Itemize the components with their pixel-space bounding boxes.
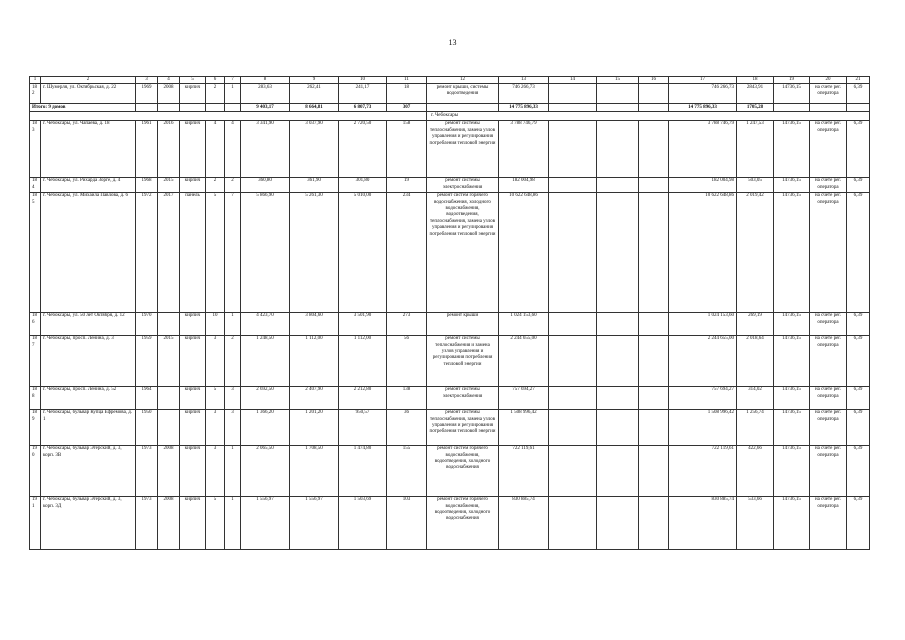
term-cell: 6,39 [847,177,870,192]
fund-local-cell [597,386,639,409]
entrances-cell: 3 [225,386,241,409]
year-built-cell: 1950 [136,409,158,445]
residents-cell: 273 [387,312,427,335]
unit-cost-limit-cell: 14736,15 [774,496,810,549]
column-number: 20 [810,77,847,84]
term-cell: 6,39 [847,312,870,335]
living-area-cell: 3 501,90 [339,312,387,335]
floors-cell: 3 [206,445,225,496]
fund-owners-cell: 2 244 655,00 [669,335,737,386]
fund-local-cell [597,335,639,386]
unit-cost-limit-cell: 14736,15 [774,335,810,386]
year-renovated-cell: 2016 [158,120,180,177]
address-cell: г. Чебоксары, ул. Михаила Павлова, д. 6 [41,192,136,312]
fund-local-cell [597,177,639,192]
cost-total-cell: 1 024 153,60 [499,312,549,335]
total-area-cell: 1 556,97 [241,496,290,549]
fund-regional-cell [549,445,597,496]
living-area-cell: 1 112,00 [339,335,387,386]
year-built-cell: 1970 [136,312,158,335]
column-number: 18 [737,77,774,84]
unit-cost-cell: 2843,91 [737,84,774,104]
unit-cost-limit-cell: 14736,15 [774,445,810,496]
row-number: 191 [30,496,41,549]
table-row [30,445,870,496]
subtotal-fund-owners: 14 775 896,33 [669,104,737,112]
work-type-cell: ремонт систем горячего водоснабжения, водоотведения, холодного водоснабжения [427,496,499,549]
column-number: 6 [206,77,225,84]
wall-material-cell: кирпич [180,120,206,177]
entrances-cell: 4 [225,120,241,177]
city-heading: г. Чебоксары [427,112,870,120]
total-area-cell: 1 366,20 [241,409,290,445]
method-cell: на счете рег. оператора [810,409,847,445]
floors-cell: 2 [206,177,225,192]
fund-owners-cell: 830 885,74 [669,496,737,549]
living-area-cell: 950,57 [339,409,387,445]
fund-other-cell [639,335,669,386]
wall-material-cell: кирпич [180,312,206,335]
method-cell: на счете рег. оператора [810,386,847,409]
work-type-cell: ремонт системы электроснабжения [427,386,499,409]
fund-local-cell [597,192,639,312]
total-area-cell: 283,63 [241,84,290,104]
fund-owners-cell: 722 119,61 [669,445,737,496]
total-area-cell: 3 341,90 [241,120,290,177]
living-area-cell: 301,80 [339,177,387,192]
year-built-cell: 1961 [136,120,158,177]
term-cell: 6,39 [847,409,870,445]
address-cell: г. Чебоксары, ул. Чапаева, д. 18 [41,120,136,177]
unit-cost-cell: 422,66 [737,445,774,496]
residential-area-cell: 1 708,50 [290,445,339,496]
year-renovated-cell: 2008 [158,496,180,549]
work-type-cell: ремонт крыши [427,312,499,335]
entrances-cell: 1 [225,445,241,496]
subtotal-residents: 307 [387,104,427,112]
fund-other-cell [639,84,669,104]
total-area-cell: 5 866,90 [241,192,290,312]
cost-total-cell: 757 694,27 [499,386,549,409]
subtotal-living-area: 6 807,73 [339,104,387,112]
table-row [30,120,870,177]
total-area-cell: 360,80 [241,177,290,192]
column-number: 1 [30,77,41,84]
fund-other-cell [639,120,669,177]
residential-area-cell: 1 201,20 [290,409,339,445]
column-number: 7 [225,77,241,84]
unit-cost-cell: 1 256,74 [737,409,774,445]
fund-local-cell [597,409,639,445]
work-type-cell: ремонт системы теплоснабжения, замена узлов управления и регулирования потребления тепловой энергии [427,120,499,177]
term-cell: 6,39 [847,445,870,496]
method-cell: на счете рег. оператора [810,335,847,386]
residential-area-cell: 5 261,30 [290,192,339,312]
total-area-cell: 1 248,50 [241,335,290,386]
work-type-cell: ремонт систем горячего водоснабжения, холодного водоснабжения, водоотведения, теплоснабжения, замена узлов управления и регулирования потребления тепловой энергии [427,192,499,312]
subtotal-unit-cost: 1705,28 [737,104,774,112]
year-renovated-cell [158,312,180,335]
cost-total-cell: 182 004,98 [499,177,549,192]
year-built-cell: 1973 [136,496,158,549]
column-number-row [30,77,870,84]
column-number: 19 [774,77,810,84]
column-number: 8 [241,77,290,84]
term-cell: 6,39 [847,386,870,409]
year-renovated-cell [158,409,180,445]
term-cell: 6,39 [847,335,870,386]
year-renovated-cell: 2015 [158,335,180,386]
unit-cost-cell: 533,66 [737,496,774,549]
column-number: 21 [847,77,870,84]
row-number: 190 [30,445,41,496]
method-cell: на счете рег. оператора [810,445,847,496]
address-cell: г. Чебоксары, бульвар Купца Ефремова, д. 1 [41,409,136,445]
method-cell: на счете рег. оператора [810,84,847,104]
column-number: 16 [639,77,669,84]
column-number: 2 [41,77,136,84]
residents-cell: 138 [387,386,427,409]
floors-cell: 5 [206,496,225,549]
residential-area-cell: 1 556,97 [290,496,339,549]
unit-cost-limit-cell: 14736,15 [774,409,810,445]
table-row [30,335,870,386]
fund-other-cell [639,409,669,445]
entrances-cell: 2 [225,177,241,192]
table-row [30,84,870,104]
method-cell: на счете рег. оператора [810,177,847,192]
address-cell: г. Шумерля, ул. Октябрьская, д. 22 [41,84,136,104]
work-type-cell: ремонт системы теплоснабжения, замена узлов управления и регулирования потребления тепловой энергии [427,409,499,445]
fund-owners-cell: 757 694,27 [669,386,737,409]
term-cell: 6,39 [847,192,870,312]
year-built-cell: 1969 [136,84,158,104]
column-number: 3 [136,77,158,84]
cost-total-cell: 722 119,61 [499,445,549,496]
row-number: 184 [30,177,41,192]
column-number: 9 [290,77,339,84]
unit-cost-cell: 503,05 [737,177,774,192]
residents-cell: 18 [387,84,427,104]
table-row [30,177,870,192]
subtotal-row [30,104,870,112]
fund-regional-cell [549,120,597,177]
residential-area-cell: 3 804,60 [290,312,339,335]
floors-cell: 10 [206,312,225,335]
fund-owners-cell: 1 024 153,60 [669,312,737,335]
cost-total-cell: 2 244 655,00 [499,335,549,386]
method-cell: на счете рег. оператора [810,120,847,177]
program-table [29,76,870,550]
table-row [30,192,870,312]
entrances-cell: 1 [225,496,241,549]
page-number: 13 [448,38,457,47]
wall-material-cell: кирпич [180,386,206,409]
fund-local-cell [597,496,639,549]
fund-regional-cell [549,386,597,409]
entrances-cell: 3 [225,409,241,445]
residents-cell: 103 [387,496,427,549]
residents-cell: 234 [387,192,427,312]
fund-regional-cell [549,312,597,335]
fund-local-cell [597,445,639,496]
fund-other-cell [639,496,669,549]
living-area-cell: 2 212,80 [339,386,387,409]
table-row [30,312,870,335]
table-row [30,496,870,549]
wall-material-cell: панель [180,192,206,312]
unit-cost-limit-cell: 14736,15 [774,312,810,335]
row-number: 185 [30,192,41,312]
fund-other-cell [639,177,669,192]
subtotal-label: Итого: 9 домов [30,104,136,112]
fund-regional-cell [549,335,597,386]
residential-area-cell: 2 407,90 [290,386,339,409]
residential-area-cell: 262,41 [290,84,339,104]
fund-other-cell [639,312,669,335]
subtotal-total-area: 9 403,17 [241,104,290,112]
year-built-cell: 1964 [136,386,158,409]
residential-area-cell: 3 037,90 [290,120,339,177]
unit-cost-limit-cell: 14736,15 [774,84,810,104]
living-area-cell: 241,17 [339,84,387,104]
method-cell: на счете рег. оператора [810,496,847,549]
wall-material-cell: кирпич [180,409,206,445]
fund-regional-cell [549,84,597,104]
unit-cost-cell: 314,02 [737,386,774,409]
fund-owners-cell: 746 266,73 [669,84,737,104]
living-area-cell: 1 474,80 [339,445,387,496]
address-cell: г. Чебоксары, ул. 50 лет Октября, д. 12 [41,312,136,335]
year-renovated-cell: 2017 [158,192,180,312]
fund-owners-cell: 3 788 746,79 [669,120,737,177]
fund-owners-cell: 182 004,98 [669,177,737,192]
floors-cell: 5 [206,386,225,409]
fund-other-cell [639,445,669,496]
table-body [30,120,870,549]
column-number: 13 [499,77,549,84]
row-number: 187 [30,335,41,386]
total-area-cell: 2 692,50 [241,386,290,409]
column-number: 10 [339,77,387,84]
year-renovated-cell: 2008 [158,445,180,496]
subtotal-residential-area: 8 664,81 [290,104,339,112]
year-renovated-cell [158,386,180,409]
unit-cost-cell: 2 018,64 [737,335,774,386]
floors-cell: 3 [206,335,225,386]
cost-total-cell: 1 508 996,42 [499,409,549,445]
table-row [30,386,870,409]
subtotal-cost-total: 14 775 896,33 [499,104,549,112]
fund-local-cell [597,120,639,177]
cost-total-cell: 746 266,73 [499,84,549,104]
fund-regional-cell [549,177,597,192]
wall-material-cell: кирпич [180,496,206,549]
residents-cell: 19 [387,177,427,192]
fund-regional-cell [549,496,597,549]
term-cell: 6,39 [847,496,870,549]
year-built-cell: 1972 [136,192,158,312]
row-number: 183 [30,120,41,177]
fund-local-cell [597,84,639,104]
floors-cell: 5 [206,192,225,312]
unit-cost-cell: 2 019,42 [737,192,774,312]
living-area-cell: 2 720,50 [339,120,387,177]
work-type-cell: ремонт крыши, системы водоотведения [427,84,499,104]
residents-cell: 36 [387,409,427,445]
residents-cell: 56 [387,335,427,386]
total-area-cell: 4 423,70 [241,312,290,335]
city-heading-row [30,112,870,120]
term-cell: 6,39 [847,120,870,177]
wall-material-cell: кирпич [180,84,206,104]
column-number: 12 [427,77,499,84]
fund-regional-cell [549,409,597,445]
fund-owners-cell: 1 508 996,42 [669,409,737,445]
row-number: 188 [30,386,41,409]
unit-cost-limit-cell: 14736,15 [774,386,810,409]
cost-total-cell: 10 622 648,86 [499,192,549,312]
living-area-cell: 1 503,69 [339,496,387,549]
address-cell: г. Чебоксары, бульвар Эгерский, д. 3, корп. 3В [41,445,136,496]
table-row [30,409,870,445]
column-number: 4 [158,77,180,84]
total-area-cell: 2 065,50 [241,445,290,496]
column-number: 15 [597,77,639,84]
method-cell: на счете рег. оператора [810,192,847,312]
cost-total-cell: 3 788 746,79 [499,120,549,177]
residential-area-cell: 1 112,00 [290,335,339,386]
fund-regional-cell [549,192,597,312]
column-number: 11 [387,77,427,84]
entrances-cell: 2 [225,335,241,386]
address-cell: г. Чебоксары, бульвар Эгерский, д. 3, корп. 3Д [41,496,136,549]
year-built-cell: 1959 [136,335,158,386]
entrances-cell: 7 [225,192,241,312]
living-area-cell: 5 010,00 [339,192,387,312]
residents-cell: 158 [387,120,427,177]
row-number: 189 [30,409,41,445]
floors-cell: 4 [206,120,225,177]
term-cell: 6,39 [847,84,870,104]
year-renovated-cell: 2008 [158,84,180,104]
work-type-cell: ремонт системы теплоснабжения и замена узлов управления и регулирования потребления тепловой энергии [427,335,499,386]
address-cell: г. Чебоксары, просп. Ленина, д. 52 [41,386,136,409]
column-number: 14 [549,77,597,84]
method-cell: на счете рег. оператора [810,312,847,335]
cost-total-cell: 830 885,74 [499,496,549,549]
fund-owners-cell: 10 622 648,86 [669,192,737,312]
unit-cost-cell: 269,19 [737,312,774,335]
work-type-cell: ремонт систем горячего водоснабжения, водоотведения, холодного водоснабжения [427,445,499,496]
year-built-cell: 1968 [136,177,158,192]
entrances-cell: 1 [225,84,241,104]
fund-other-cell [639,192,669,312]
column-number: 17 [669,77,737,84]
wall-material-cell: кирпич [180,177,206,192]
wall-material-cell: кирпич [180,445,206,496]
floors-cell: 2 [206,84,225,104]
address-cell: г. Чебоксары, ул. Рихарда Зорге, д. 4 [41,177,136,192]
row-number: 186 [30,312,41,335]
wall-material-cell: кирпич [180,335,206,386]
unit-cost-limit-cell: 14736,15 [774,120,810,177]
fund-local-cell [597,312,639,335]
residents-cell: 155 [387,445,427,496]
unit-cost-limit-cell: 14736,15 [774,192,810,312]
address-cell: г. Чебоксары, просп. Ленина, д. 3 [41,335,136,386]
floors-cell: 3 [206,409,225,445]
entrances-cell: 1 [225,312,241,335]
fund-other-cell [639,386,669,409]
row-number: 182 [30,84,41,104]
column-number: 5 [180,77,206,84]
unit-cost-cell: 1 247,53 [737,120,774,177]
year-renovated-cell: 2015 [158,177,180,192]
residential-area-cell: 361,90 [290,177,339,192]
unit-cost-limit-cell: 14736,15 [774,177,810,192]
work-type-cell: ремонт системы электроснабжения [427,177,499,192]
year-built-cell: 1973 [136,445,158,496]
